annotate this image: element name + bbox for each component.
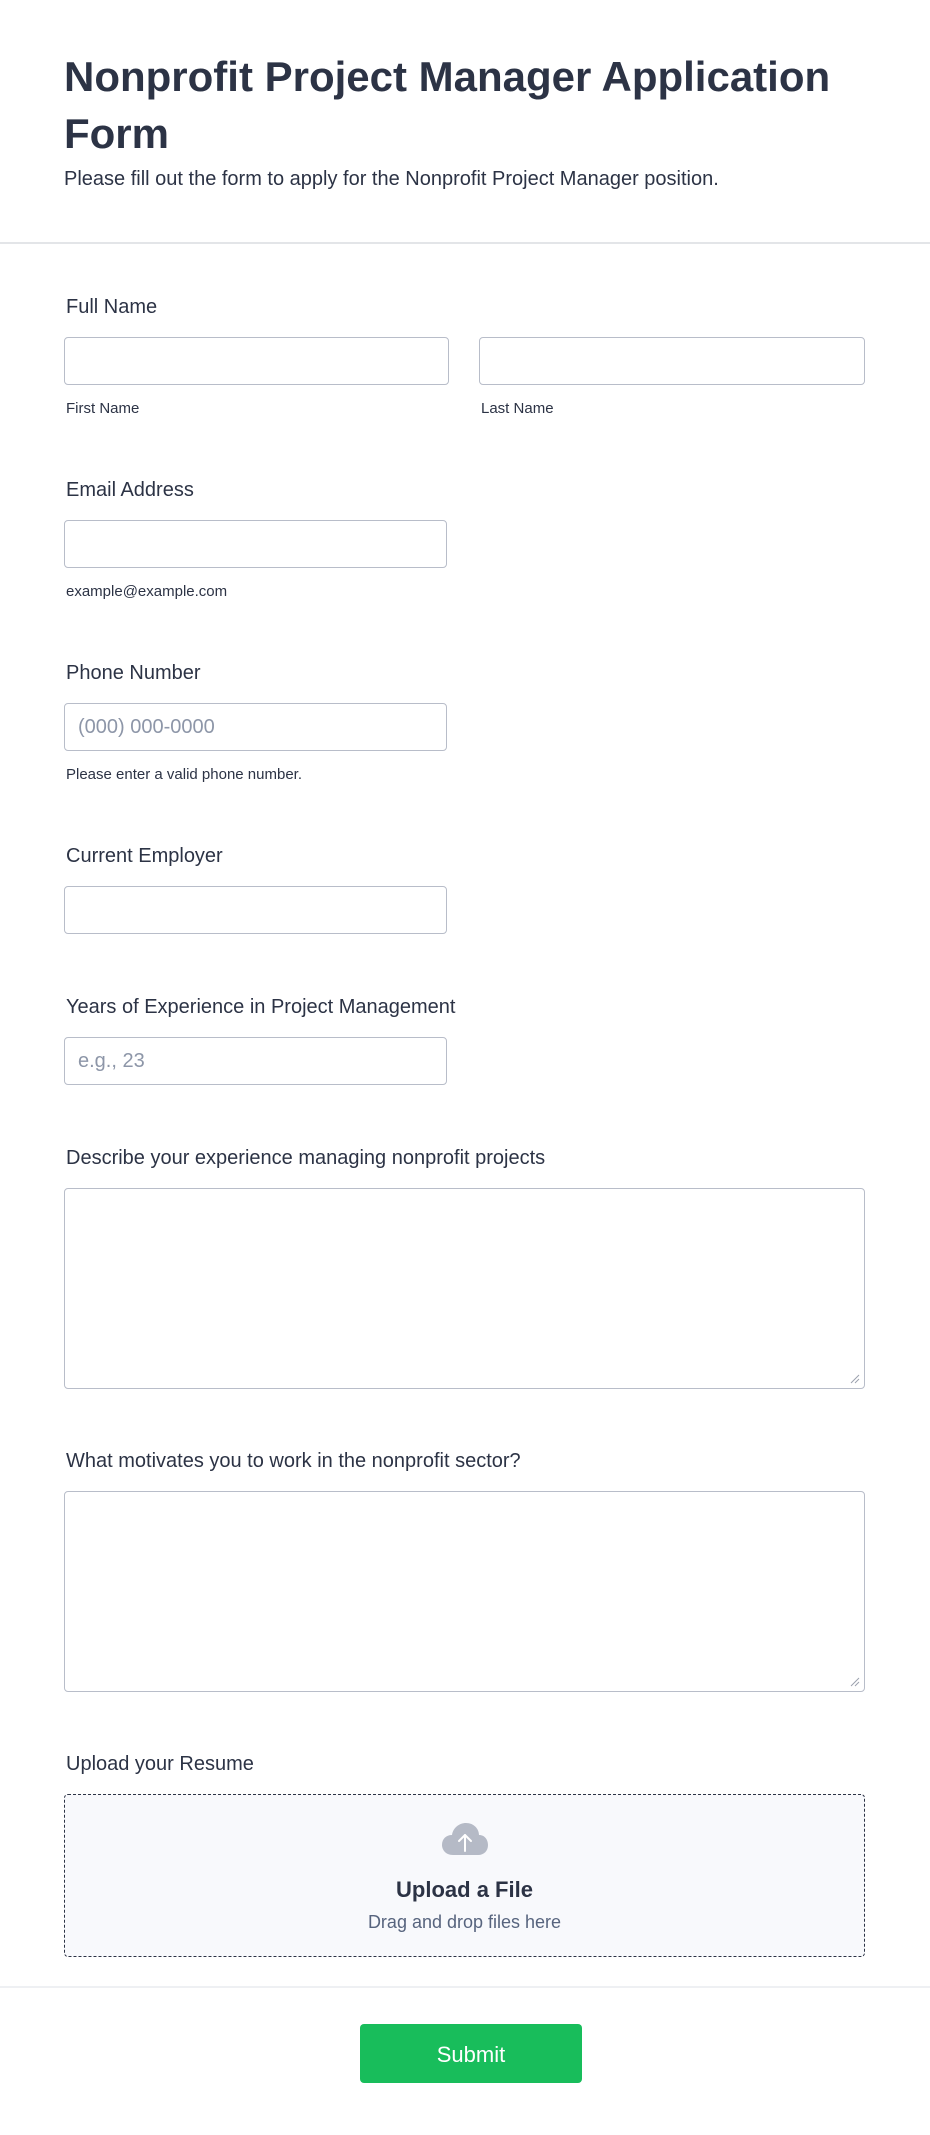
footer-divider — [0, 1986, 930, 1988]
submit-button[interactable]: Submit — [360, 2024, 582, 2083]
upload-hint: Drag and drop files here — [367, 1912, 562, 1932]
cloud-upload-icon — [441, 1821, 489, 1857]
experience-years-label: Years of Experience in Project Management — [66, 996, 456, 1018]
resize-grip-icon[interactable] — [850, 1677, 860, 1687]
email-input[interactable] — [64, 520, 447, 568]
employer-label: Current Employer — [66, 845, 223, 867]
form-header — [0, 0, 930, 244]
experience-description-label: Describe your experience managing nonprofit projects — [66, 1147, 546, 1169]
resume-upload-dropzone[interactable] — [64, 1794, 865, 1957]
phone-input[interactable] — [64, 703, 447, 751]
page-title: Nonprofit Project Manager Application Form — [64, 53, 831, 157]
experience-years-input[interactable] — [64, 1037, 447, 1085]
resize-grip-icon[interactable] — [850, 1374, 860, 1384]
email-sublabel: example@example.com — [66, 583, 228, 600]
phone-label: Phone Number — [66, 662, 201, 684]
motivation-textarea[interactable] — [64, 1491, 865, 1692]
employer-input[interactable] — [64, 886, 447, 934]
resume-label: Upload your Resume — [66, 1753, 254, 1775]
experience-description-textarea[interactable] — [64, 1188, 865, 1389]
phone-sublabel: Please enter a valid phone number. — [66, 766, 302, 783]
last-name-input[interactable] — [479, 337, 865, 385]
page-subtitle: Please fill out the form to apply for the Nonprofit Project Manager position. — [64, 168, 719, 190]
last-name-sublabel: Last Name — [481, 400, 554, 417]
upload-title: Upload a File — [396, 1877, 533, 1902]
first-name-input[interactable] — [64, 337, 449, 385]
email-label: Email Address — [66, 479, 194, 501]
full-name-label: Full Name — [66, 296, 158, 318]
first-name-sublabel: First Name — [66, 400, 140, 417]
motivation-label: What motivates you to work in the nonprofit sector? — [66, 1450, 521, 1472]
